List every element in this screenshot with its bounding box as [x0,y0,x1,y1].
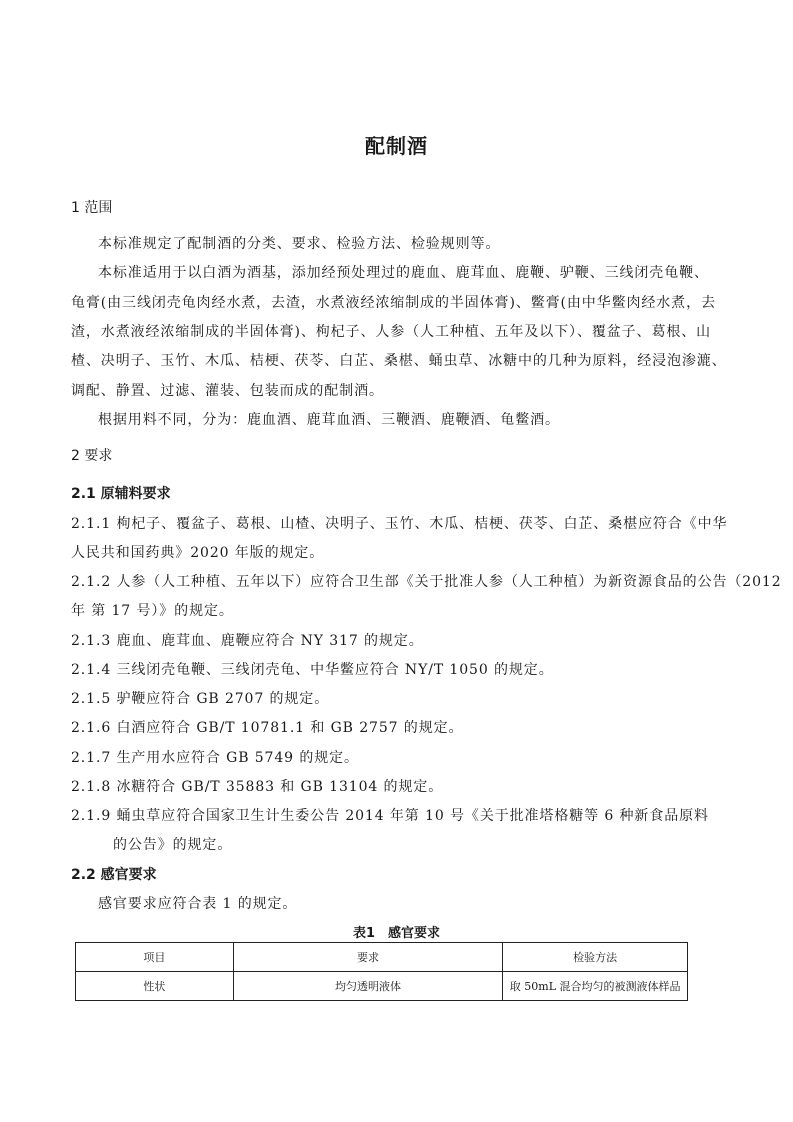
clause-2-1-1-line-2: 人民共和国药典》2020 年版的规定。 [71,545,325,561]
scope-paragraph-2-line-1: 本标准适用于以白酒为酒基，添加经预处理过的鹿血、鹿茸血、鹿鞭、驴鞭、三线闭壳龟鞭、 [98,265,709,281]
sensory-requirements-table [75,942,688,1001]
clause-2-1-9-line-2: 的公告》的规定。 [113,837,233,853]
clause-2-1-1-line-1: 2.1.1 枸杞子、覆盆子、葛根、山楂、决明子、玉竹、木瓜、桔梗、茯苓、白芷、桑椹应符合《中华 [71,516,728,532]
subsection-2-2-heading: 2.2 感官要求 [71,867,157,883]
clause-2-1-3: 2.1.3 鹿血、鹿茸血、鹿鞭应符合 NY 317 的规定。 [71,633,424,649]
clause-2-1-7: 2.1.7 生产用水应符合 GB 5749 的规定。 [71,750,359,766]
clause-2-1-5: 2.1.5 驴鞭应符合 GB 2707 的规定。 [71,691,330,707]
clause-2-1-2-line-2: 年 第 17 号）》的规定。 [71,603,234,619]
table-header-requirement: 要求 [233,943,503,972]
scope-paragraph-2-line-5: 调配、静置、过滤、灌装、包装而成的配制酒。 [71,383,384,399]
table-header-item: 项目 [76,943,234,972]
section-1-heading: 1 范围 [71,200,113,216]
clause-2-1-2-line-1: 2.1.2 人参（人工种植、五年以下）应符合卫生部《关于批准人参（人工种植）为新资源食品的公告（2012 [71,574,782,590]
subsection-2-1-heading: 2.1 原辅料要求 [71,486,171,502]
table-1-caption: 表1 感官要求 [352,926,441,941]
sensory-paragraph: 感官要求应符合表 1 的规定。 [98,896,298,912]
document-title: 配制酒 [365,134,428,158]
table-header-method: 检验方法 [503,943,688,972]
table-row [76,972,688,1001]
clause-2-1-4: 2.1.4 三线闭壳龟鞭、三线闭壳龟、中华鳖应符合 NY/T 1050 的规定。 [71,662,554,678]
table-cell-method: 取 50mL 混合均匀的被测液体样品 [503,972,688,1001]
scope-paragraph-2-line-3: 渣，水煮液经浓缩制成的半固体膏)、枸杞子、人参（人工种植、五年及以下）、覆盆子、葛根、山 [71,324,712,340]
table-header-row [76,943,688,972]
clause-2-1-8: 2.1.8 冰糖符合 GB/T 35883 和 GB 13104 的规定。 [71,779,444,795]
clause-2-1-6: 2.1.6 白酒应符合 GB/T 10781.1 和 GB 2757 的规定。 [71,720,464,736]
table-cell-requirement: 均匀透明液体 [233,972,503,1001]
scope-paragraph-2-line-4: 楂、决明子、玉竹、木瓜、桔梗、茯苓、白芷、桑椹、蛹虫草、冰糖中的几种为原料，经浸泡渗漉、 [71,353,727,369]
section-2-heading: 2 要求 [71,448,113,464]
table-cell-item: 性状 [76,972,234,1001]
scope-paragraph-3: 根据用料不同，分为：鹿血酒、鹿茸血酒、三鞭酒、鹿鞭酒、龟鳖酒。 [98,412,560,428]
scope-paragraph-1: 本标准规定了配制酒的分类、要求、检验方法、检验规则等。 [98,236,501,252]
clause-2-1-9-line-1: 2.1.9 蛹虫草应符合国家卫生计生委公告 2014 年第 10 号《关于批准塔格糖等 6 种新食品原料 [71,808,709,824]
scope-paragraph-2-line-2: 龟膏(由三线闭壳龟肉经水煮，去渣，水煮液经浓缩制成的半固体膏)、鳖膏(由中华鳖肉经水煮，去 [71,295,716,311]
